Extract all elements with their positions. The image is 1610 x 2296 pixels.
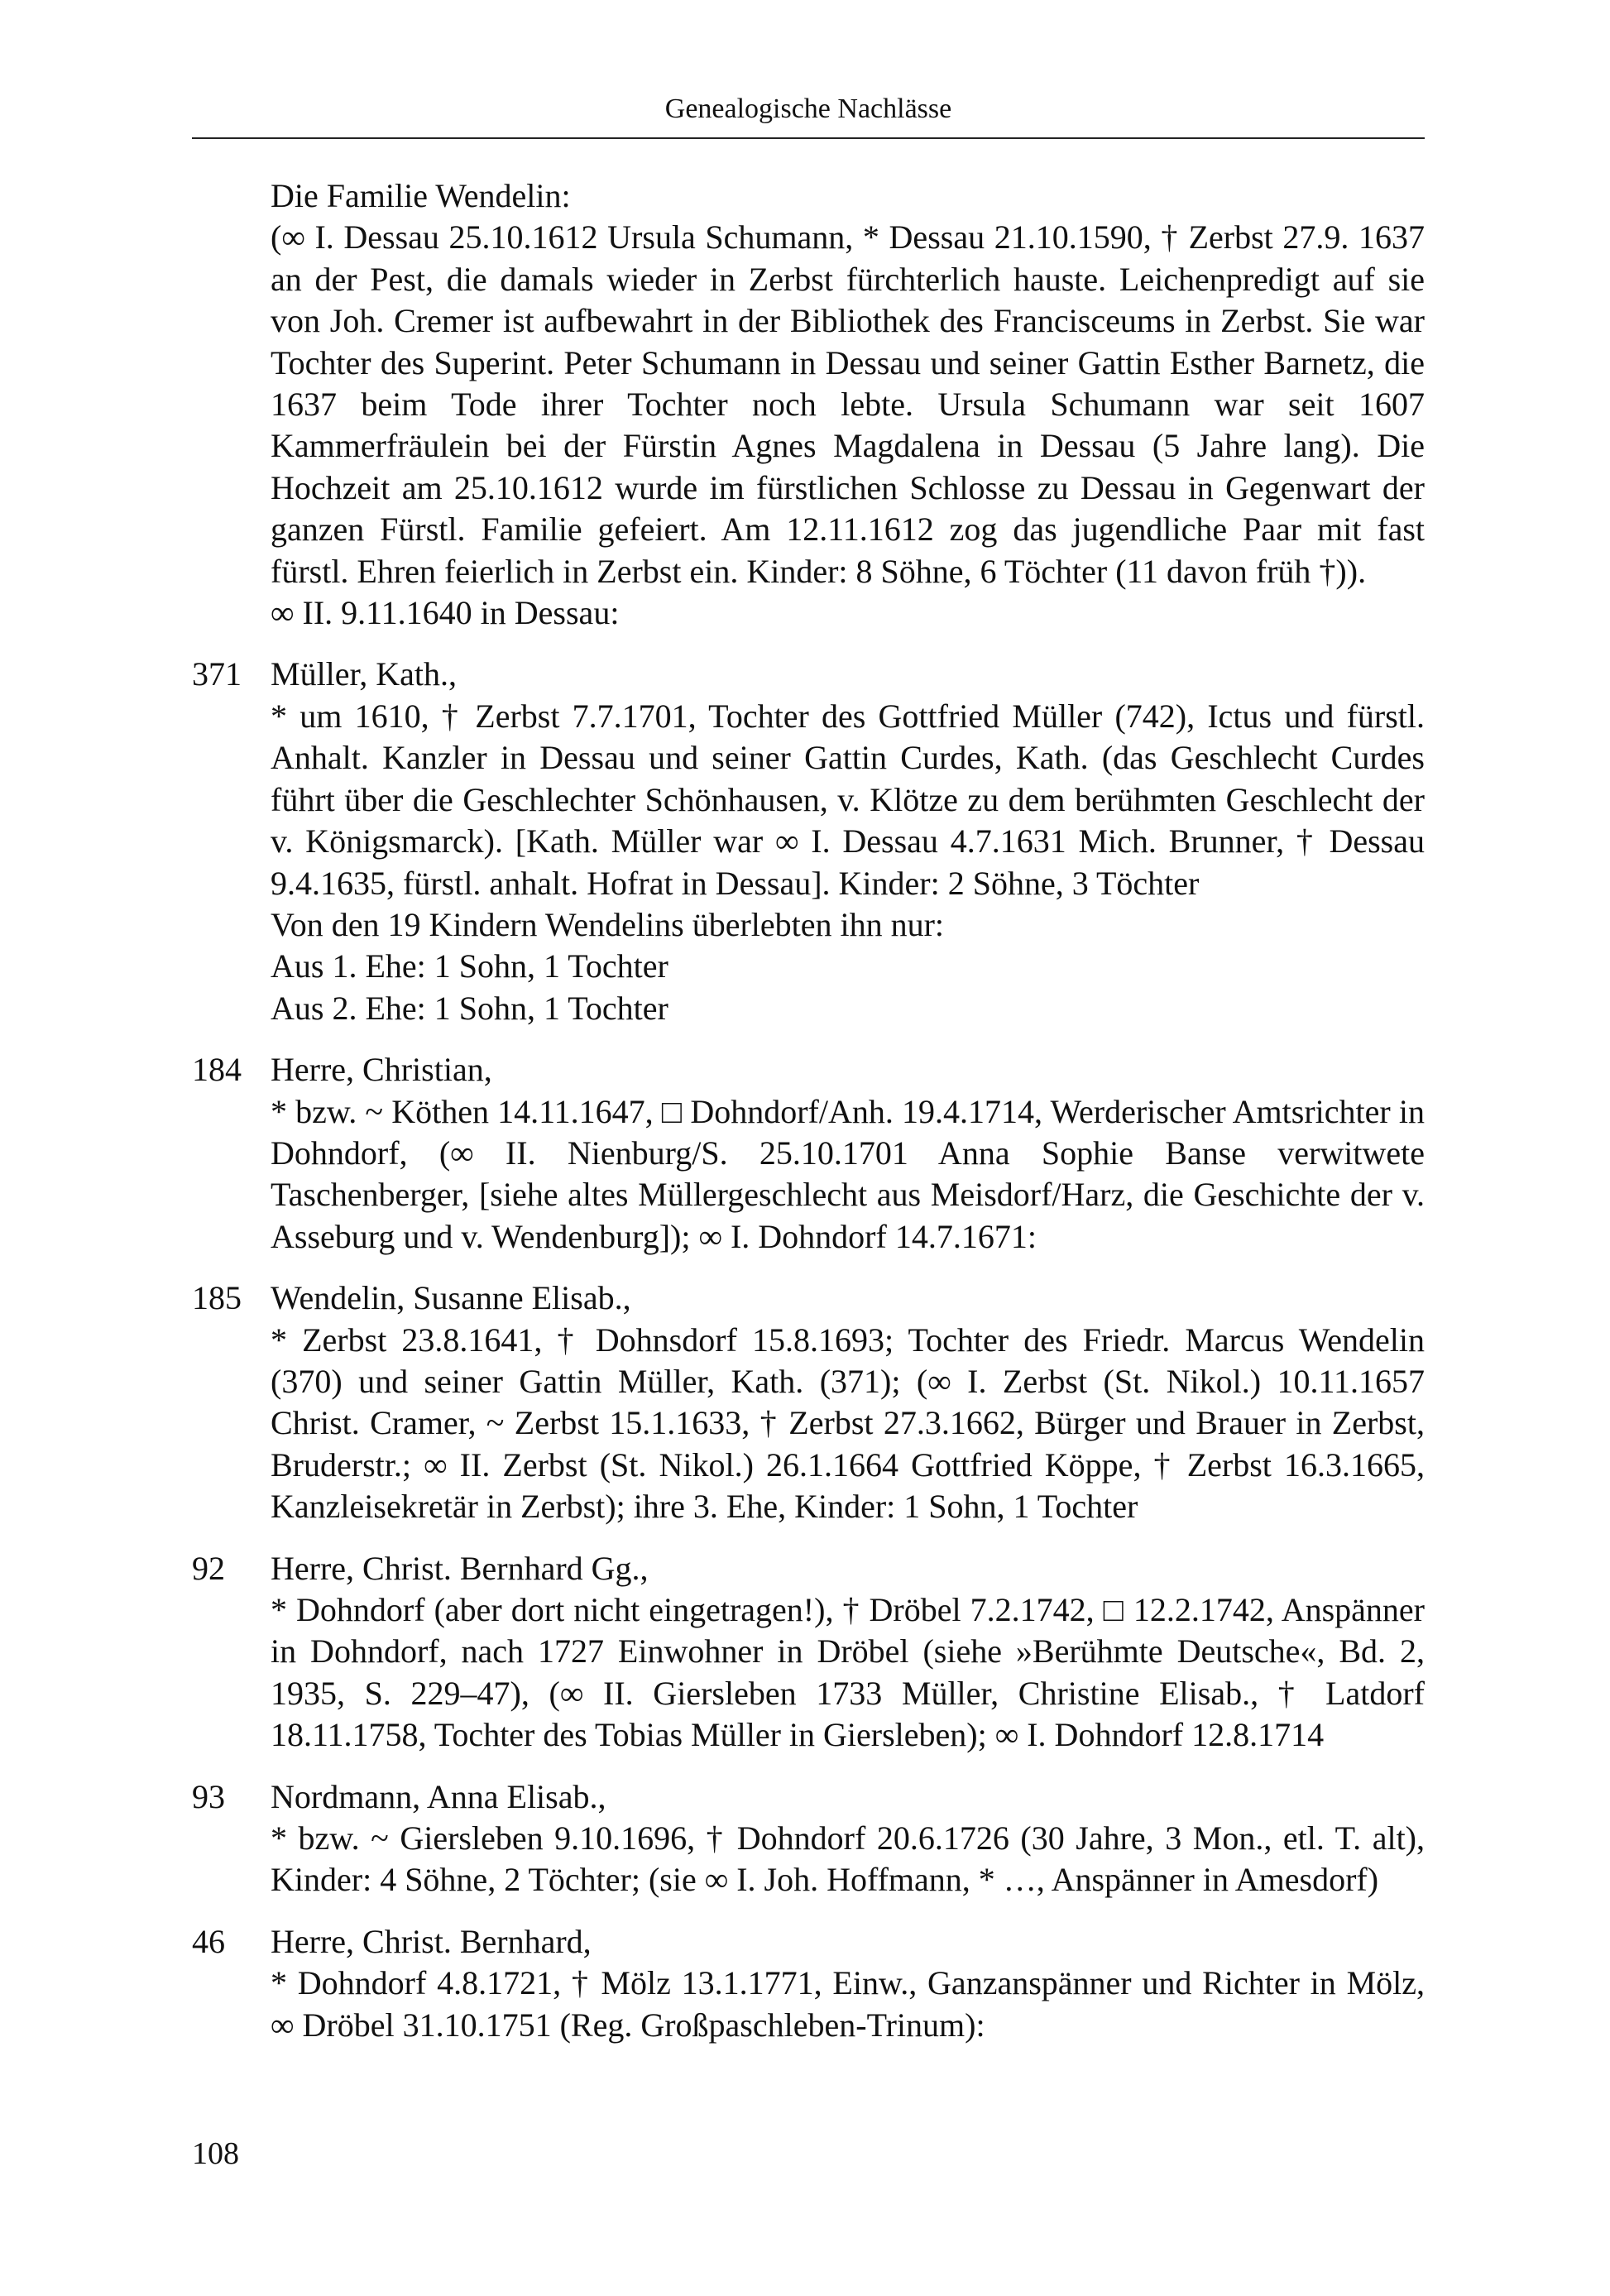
entry-46 xyxy=(192,1921,1425,2046)
entry-185 xyxy=(192,1277,1425,1527)
entry-number: 93 xyxy=(192,1777,225,1815)
entry-note: Aus 2. Ehe: 1 Sohn, 1 Tochter xyxy=(271,989,668,1027)
entry-93 xyxy=(192,1776,1425,1901)
entry-text: * bzw. ~ Giersleben 9.10.1696, † Dohndorf 20.6.1726 (30 Jahre, 3 Mon., etl. T. alt), Kinder: 4 Söhne, 2 Töchter; (sie ∞ I. Joh. Hoffmann, * …, Anspänner in Amesdorf) xyxy=(271,1819,1425,1899)
entry-92 xyxy=(192,1548,1425,1757)
intro-body: (∞ I. Dessau 25.10.1612 Ursula Schumann, * Dessau 21.10.1590, † Zerbst 27.9. 1637 an der Pest, die damals wieder in Zerbst fürchterlich hauste. Leichenpredigt auf sie von Joh. Cremer ist aufbewahrt in der Bibliothek des Francisceums in Zerbst. Sie war Tochter des Superint. Peter Schumann in Dessau und seiner Gattin Esther Barnetz, die 1637 beim Tode ihrer Tochter noch lebte. Ursula Schumann war seit 1607 Kammerfräulein bei der Fürstin Agnes Magdalena in Dessau (5 Jahre lang). Die Hochzeit am 25.10.1612 wurde im fürstlichen Schlosse zu Dessau in Gegenwart der ganzen Fürstl. Familie gefeiert. Am 12.11.1612 zog das jugendliche Paar mit fast fürstl. Ehren feierlich in Zerbst ein. Kinder: 8 Söhne, 6 Töchter (11 davon früh †)). xyxy=(271,218,1425,590)
entry-note: Aus 1. Ehe: 1 Sohn, 1 Tochter xyxy=(271,947,668,985)
entry-text: * bzw. ~ Köthen 14.11.1647, □ Dohndorf/Anh. 19.4.1714, Werderischer Amtsrichter in Dohndorf, (∞ II. Nienburg/S. 25.10.1701 Anna Sophie Banse verwitwete Taschenberger, [siehe altes Müllergeschlecht aus Meisdorf/Harz, die Geschichte der v. Asseburg und v. Wendenburg]); ∞ I. Dohndorf 14.7.1671: xyxy=(271,1092,1425,1255)
running-head: Genealogische Nachlässe xyxy=(664,93,952,124)
entry-184 xyxy=(192,1049,1425,1258)
entry-name: Herre, Christian, xyxy=(271,1051,492,1089)
page-body xyxy=(192,175,1425,2046)
header-rule xyxy=(192,137,1425,139)
entry-note: Von den 19 Kindern Wendelins überlebten ihn nur: xyxy=(271,905,945,943)
entry-name: Nordmann, Anna Elisab., xyxy=(271,1777,606,1815)
entry-name: Müller, Kath., xyxy=(271,655,458,693)
intro-heading: Die Familie Wendelin: xyxy=(271,177,571,214)
entry-371 xyxy=(192,654,1425,1029)
page-number: 108 xyxy=(192,2136,239,2171)
intro-block xyxy=(192,175,1425,634)
entry-text: * Dohndorf (aber dort nicht eingetragen!), † Dröbel 7.2.1742, □ 12.2.1742, Anspänner in Dohndorf, nach 1727 Einwohner in Dröbel (siehe »Berühmte Deutsche«, Bd. 2, 1935, S. 229–47), (∞ II. Giersleben 1733 Müller, Christine Elisab., † Latdorf 18.11.1758, Tochter des Tobias Müller in Giersleben); ∞ I. Dohndorf 12.8.1714 xyxy=(271,1591,1425,1754)
entry-number: 92 xyxy=(192,1549,225,1587)
entry-text: * um 1610, † Zerbst 7.7.1701, Tochter des Gottfried Müller (742), Ictus und fürstl. Anhalt. Kanzler in Dessau und seiner Gattin Curdes, Kath. (das Geschlecht Curdes führt über die Geschlechter Schönhausen, v. Klötze zu dem berühmten Geschlecht der v. Königsmarck). [Kath. Müller war ∞ I. Dessau 4.7.1631 Mich. Brunner, † Dessau 9.4.1635, fürstl. anhalt. Hofrat in Dessau]. Kinder: 2 Söhne, 3 Töchter xyxy=(271,697,1425,902)
entry-text: * Dohndorf 4.8.1721, † Mölz 13.1.1771, Einw., Ganzanspänner und Richter in Mölz, ∞ Dröbel 31.10.1751 (Reg. Großpaschleben-Trinum): xyxy=(271,1964,1425,2044)
entry-number: 371 xyxy=(192,655,242,693)
entry-name: Wendelin, Susanne Elisab., xyxy=(271,1279,631,1317)
entry-name: Herre, Christ. Bernhard Gg., xyxy=(271,1549,649,1587)
entry-number: 185 xyxy=(192,1279,242,1317)
intro-marriage: ∞ II. 9.11.1640 in Dessau: xyxy=(271,594,620,632)
entry-number: 184 xyxy=(192,1051,242,1089)
entry-text: * Zerbst 23.8.1641, † Dohnsdorf 15.8.1693; Tochter des Friedr. Marcus Wendelin (370) und seiner Gattin Müller, Kath. (371); (∞ I. Zerbst (St. Nikol.) 10.11.1657 Christ. Cramer, ~ Zerbst 15.1.1633, † Zerbst 27.3.1662, Bürger und Brauer in Zerbst, Bruderstr.; ∞ II. Zerbst (St. Nikol.) 26.1.1664 Gottfried Köppe, † Zerbst 16.3.1665, Kanzleisekretär in Zerbst); ihre 3. Ehe, Kinder: 1 Sohn, 1 Tochter xyxy=(271,1321,1425,1526)
entry-name: Herre, Christ. Bernhard, xyxy=(271,1922,592,1960)
entry-number: 46 xyxy=(192,1922,225,1960)
